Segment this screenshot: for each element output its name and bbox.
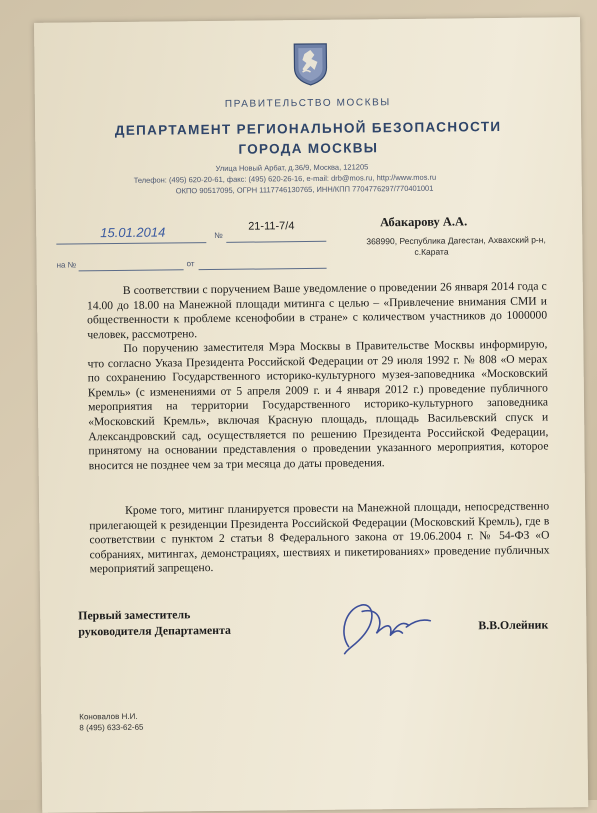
body-paragraph-2 <box>87 338 548 474</box>
signer-position-line1: Первый заместитель <box>78 607 191 623</box>
paragraph-text: Кроме того, митинг планируется провести на Манежной площади, непосредственно прилегающей к резиденции Президента Российской Федерации (Московский Кремль), где в соответствии с пунктом 2 статьи 8 Федерального закона от 19.06.2004 г. № 54-ФЗ «О собраниях, митингах, демонстрациях, шествиях и пикетированиях» проведение публичных мероприятий запрещено. <box>89 499 550 576</box>
ref-date-line <box>199 268 327 270</box>
ref-date-label: от <box>186 259 195 269</box>
letter-page <box>34 17 588 813</box>
handwritten-signature <box>318 591 439 662</box>
ref-number-line <box>79 269 184 271</box>
government-title: ПРАВИТЕЛЬСТВО МОСКВЫ <box>224 97 391 110</box>
department-title-line2: ГОРОДА МОСКВЫ <box>238 140 379 157</box>
moscow-coat-of-arms-icon <box>292 42 328 86</box>
addressee-name: Абакарову А.А. <box>380 214 468 230</box>
registration-number: 21-11-7/4 <box>248 220 295 233</box>
date-line <box>56 242 206 245</box>
signer-position-line2: руководителя Департамента <box>78 622 231 639</box>
executor-phone: 8 (495) 633-62-65 <box>79 722 144 733</box>
department-contacts: Телефон: (495) 620-20-61, факс: (495) 620-26-16, e-mail: drb@mos.ru, http://www.mos.ru <box>133 172 437 185</box>
body-paragraph-1 <box>87 280 548 343</box>
paragraph-text: В соответствии с поручением Ваше уведомление о проведении 26 января 2014 года с 14.00 до 18.00 на Манежной площади митинга с целью – «Привлечение внимания СМИ и общественности к проблеме ксенофобии в стране» с количеством участников до 1000000 человек, рассмотрено. <box>86 279 548 342</box>
handwritten-date: 15.01.2014 <box>100 224 166 241</box>
department-address: Улица Новый Арбат, д.36/9, Москва, 121205 <box>215 162 369 173</box>
executor-name: Коновалов Н.И. <box>79 711 138 722</box>
addressee-address-line1: 368990, Республика Дагестан, Ахвахский р-н, <box>366 234 546 247</box>
department-title-line1: ДЕПАРТАМЕНТ РЕГИОНАЛЬНОЙ БЕЗОПАСНОСТИ <box>114 118 502 139</box>
number-line <box>226 241 326 243</box>
number-symbol: № <box>214 230 223 240</box>
paragraph-text: По поручению заместителя Мэра Москвы в Правительстве Москвы информирую, что согласно Указа Президента Российской Федерации от 29 июля 1992 г. № 808 «О мерах по сохранению Государственного историко-культурного музея-заповедника «Московский Кремль» (с изменениями от 5 апреля 2009 г. и 4 января 2012 г.) проведение публичного мероприятия на территории Государственного историко-культурного заповедника «Московский Кремль», включая Красную площадь, площадь Васильевский спуск и Александровский сад, осуществляется по решению Президента Российской Федерации, принятому на основании представления о проведении указанного мероприятия, которое вносится не позднее чем за три месяца до даты проведения. <box>87 337 549 473</box>
department-codes: ОКПО 90517095, ОГРН 1117746130765, ИНН/КПП 7704776297/770401001 <box>175 183 434 196</box>
ref-number-label: на № <box>56 260 77 270</box>
body-paragraph-3 <box>89 499 550 577</box>
addressee-address-line2: с.Карата <box>414 246 449 257</box>
signer-name: В.В.Олейник <box>478 617 549 633</box>
